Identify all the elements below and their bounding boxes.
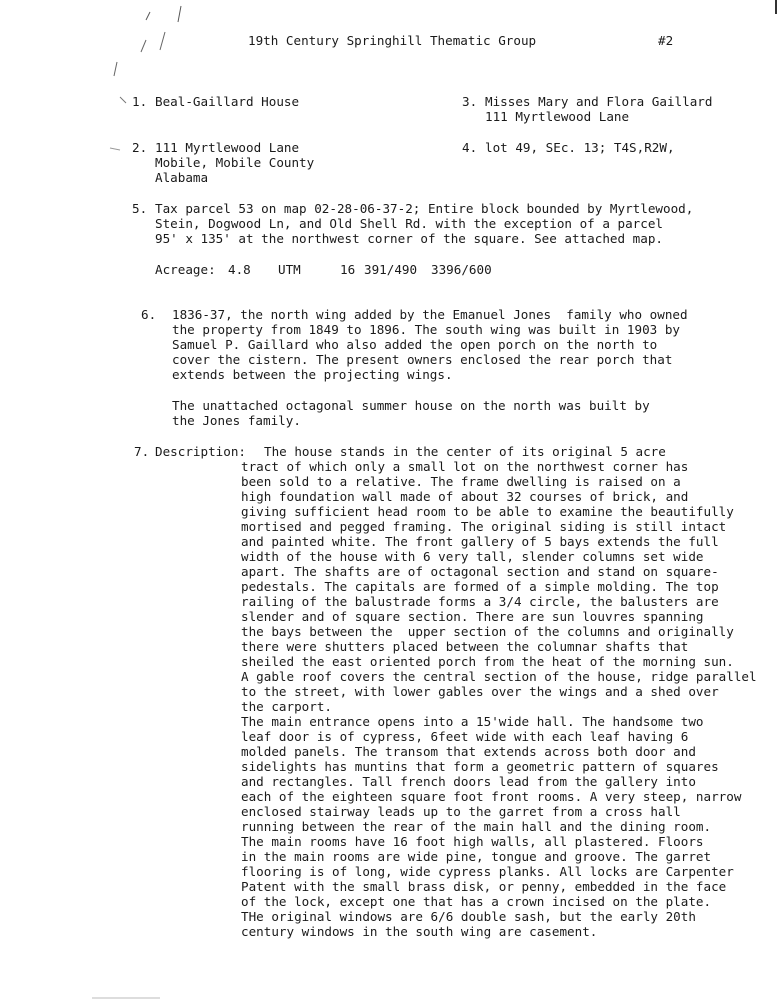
page-header-title: 19th Century Springhill Thematic Group xyxy=(248,33,537,48)
utm-zone: 16 xyxy=(340,262,356,277)
item-6-line: Samuel P. Gaillard who also added the open porch on the north to xyxy=(172,337,658,352)
item-5-boundary xyxy=(155,201,693,246)
item-2-number: 2. xyxy=(132,140,148,155)
description-line: leaf door is of cypress, 6feet wide with each leaf having 6 xyxy=(241,729,689,744)
description-line: mortised and pegged framing. The original siding is still intact xyxy=(241,519,727,534)
description-body xyxy=(241,459,757,939)
description-line: enclosed stairway leads up to the garret from a cross hall xyxy=(241,804,681,819)
description-line: the bays between the upper section of the columns and originally xyxy=(241,624,734,639)
item-3-line: Misses Mary and Flora Gaillard xyxy=(485,94,713,109)
item-1-number: 1. xyxy=(132,94,148,109)
description-line: The main rooms have 16 foot high walls, all plastered. Floors xyxy=(241,834,704,849)
description-line: been sold to a relative. The frame dwelling is raised on a xyxy=(241,474,681,489)
description-line: giving sufficient head room to be able to examine the beautifully xyxy=(241,504,734,519)
utm-easting: 391/490 xyxy=(364,262,418,277)
item-4-legal-description: lot 49, SEc. 13; T4S,R2W, xyxy=(485,140,675,155)
description-line: slender and of square section. There are sun louvres spanning xyxy=(241,609,704,624)
description-line: THe original windows are 6/6 double sash, but the early 20th xyxy=(241,909,696,924)
page-number: #2 xyxy=(658,33,674,48)
item-6-line: 1836-37, the north wing added by the Emanuel Jones family who owned xyxy=(172,307,688,322)
description-line: railing of the balustrade forms a 3/4 circle, the balusters are xyxy=(241,594,719,609)
item-5-line: Tax parcel 53 on map 02-28-06-37-2; Entire block bounded by Myrtlewood, xyxy=(155,201,694,216)
item-5-number: 5. xyxy=(132,201,148,216)
description-line: tract of which only a small lot on the northwest corner has xyxy=(241,459,689,474)
description-line: and painted white. The front gallery of 5 bays extends the full xyxy=(241,534,719,549)
description-line: sidelights has muntins that form a geometric pattern of squares xyxy=(241,759,719,774)
item-1-property-name: Beal-Gaillard House xyxy=(155,94,300,109)
item-2-line: Alabama xyxy=(155,170,209,185)
item-7-number: 7. xyxy=(134,444,150,459)
item-5-line: Stein, Dogwood Ln, and Old Shell Rd. with the exception of a parcel xyxy=(155,216,663,231)
item-6-line: extends between the projecting wings. xyxy=(172,367,453,382)
description-label: Description: xyxy=(155,444,246,459)
description-line: there were shutters placed between the columnar shafts that xyxy=(241,639,689,654)
item-2-line: Mobile, Mobile County xyxy=(155,155,315,170)
item-3-number: 3. xyxy=(462,94,478,109)
description-line: running between the rear of the main hall and the dining room. xyxy=(241,819,712,834)
item-6-line: the Jones family. xyxy=(172,413,301,428)
description-line: sheiled the east oriented porch from the heat of the morning sun. xyxy=(241,654,734,669)
description-line: of the lock, except one that has a crown incised on the plate. xyxy=(241,894,712,909)
item-6-history xyxy=(172,307,688,382)
description-line: pedestals. The capitals are formed of a simple molding. The top xyxy=(241,579,719,594)
description-first-line: The house stands in the center of its original 5 acre xyxy=(264,444,666,459)
item-3-owner xyxy=(485,94,712,124)
description-line: molded panels. The transom that extends across both door and xyxy=(241,744,696,759)
description-line: Patent with the small brass disk, or penny, embedded in the face xyxy=(241,879,727,894)
item-3-line: 111 Myrtlewood Lane xyxy=(485,109,630,124)
description-line: apart. The shafts are of octagonal section and stand on square- xyxy=(241,564,719,579)
item-2-line: 111 Myrtlewood Lane xyxy=(155,140,300,155)
item-6-number: 6. xyxy=(141,307,157,322)
acreage-label: Acreage: xyxy=(155,262,216,277)
item-6-summer-house xyxy=(172,398,650,428)
item-6-line: The unattached octagonal summer house on the north was built by xyxy=(172,398,650,413)
item-4-number: 4. xyxy=(462,140,478,155)
description-line: The main entrance opens into a 15'wide hall. The handsome two xyxy=(241,714,704,729)
description-line: each of the eighteen square foot front rooms. A very steep, narrow xyxy=(241,789,742,804)
utm-label: UTM xyxy=(278,262,301,277)
utm-northing: 3396/600 xyxy=(431,262,492,277)
description-line: flooring is of long, wide cypress planks. All locks are Carpenter xyxy=(241,864,734,879)
item-2-address xyxy=(155,140,314,185)
acreage-value: 4.8 xyxy=(228,262,251,277)
description-line: and rectangles. Tall french doors lead from the gallery into xyxy=(241,774,696,789)
description-line: width of the house with 6 very tall, slender columns set wide xyxy=(241,549,704,564)
description-line: century windows in the south wing are casement. xyxy=(241,924,598,939)
item-6-line: the property from 1849 to 1896. The south wing was built in 1903 by xyxy=(172,322,680,337)
description-line: high foundation wall made of about 32 courses of brick, and xyxy=(241,489,689,504)
description-line: the carport. xyxy=(241,699,332,714)
description-line: in the main rooms are wide pine, tongue and groove. The garret xyxy=(241,849,712,864)
item-6-line: cover the cistern. The present owners enclosed the rear porch that xyxy=(172,352,673,367)
description-line: to the street, with lower gables over the wings and a shed over xyxy=(241,684,719,699)
item-5-line: 95' x 135' at the northwest corner of the square. See attached map. xyxy=(155,231,663,246)
description-line: A gable roof covers the central section of the house, ridge parallel xyxy=(241,669,757,684)
